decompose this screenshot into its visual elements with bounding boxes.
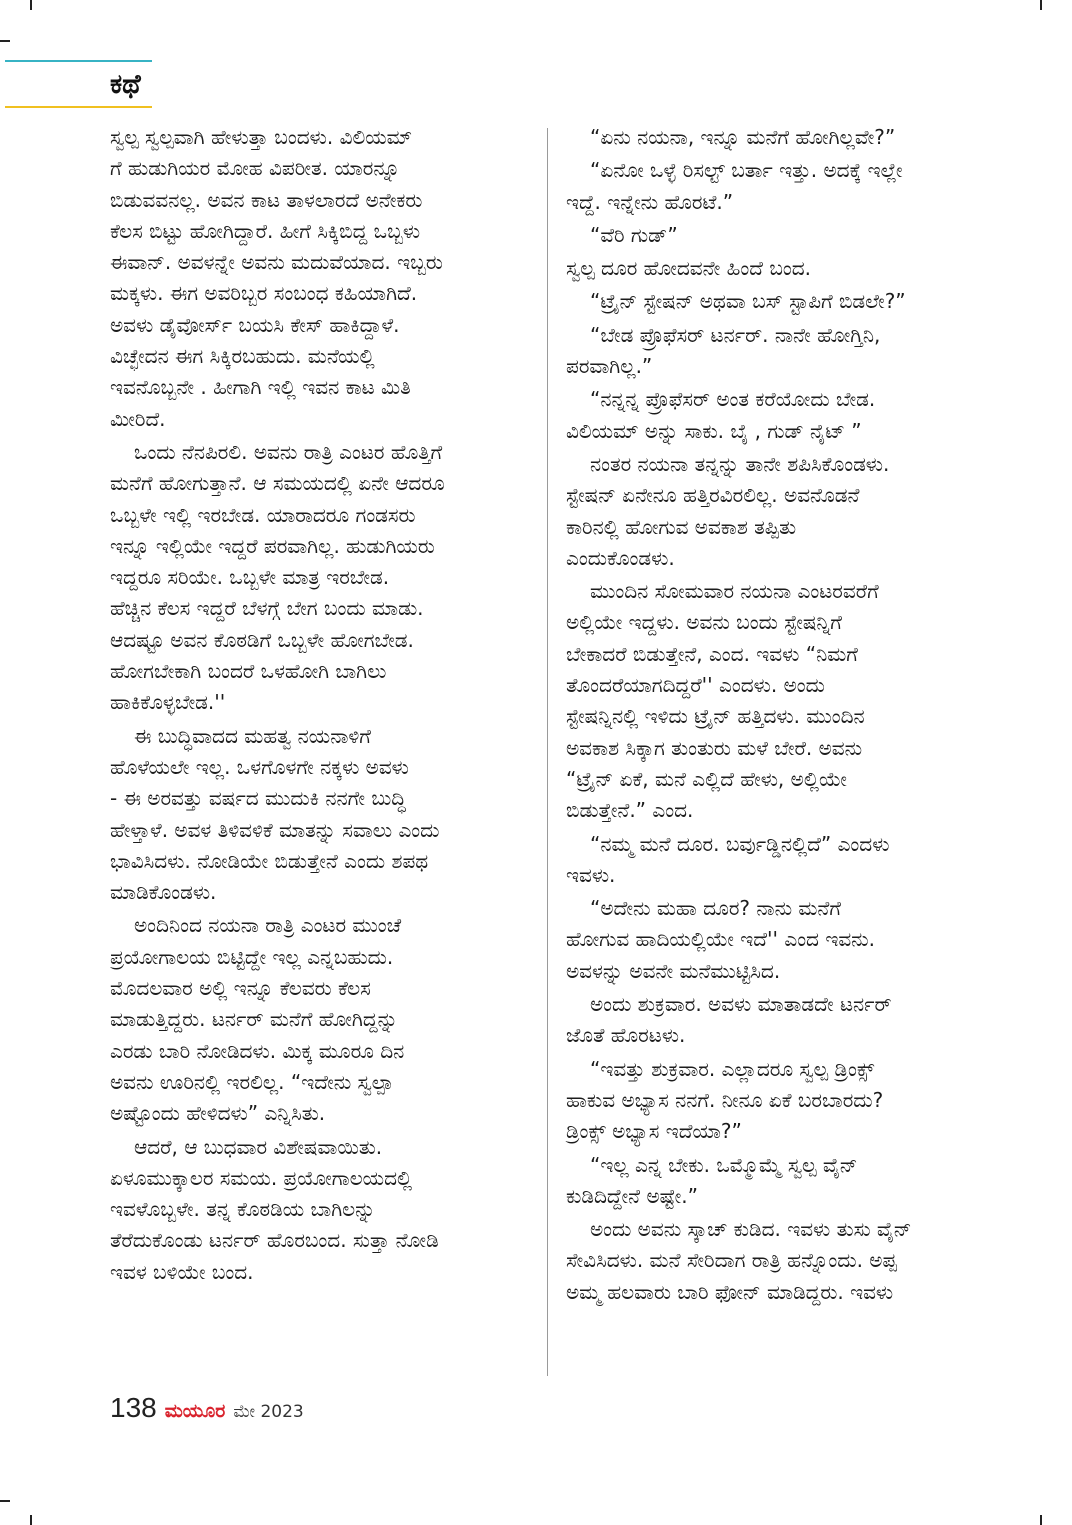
paragraph: “ನಮ್ಮ ಮನೆ ದೂರ. ಬರ್ವುಡ್ಡಿನಲ್ಲಿದೆ” ಎಂದಳು ಇವಳು. [566, 831, 890, 887]
crop-mark [0, 1500, 10, 1502]
issue-date: ಮೇ 2023 [233, 1402, 304, 1422]
paragraph: “ಅದೇನು ಮಹಾ ದೂರ? ನಾನು ಮನೆಗೆ ಹೋಗುವ ಹಾದಿಯಲ್ಲಿಯೇ ಇದೆ'' ಎಂದ ಇವನು. ಅವಳನ್ನು ಅವನೇ ಮನೆಮುಟ್ಟಿಸಿದ. [566, 896, 876, 983]
paragraph: ಈ ಬುದ್ಧಿವಾದದ ಮಹತ್ವ ನಯನಾಳಿಗೆ ಹೊಳೆಯಲೇ ಇಲ್ಲ. ಒಳಗೊಳಗೇ ನಕ್ಕಳು ಅವಳು - ಈ ಅರವತ್ತು ವರ್ಷದ ಮುದುಕಿ ನನಗೇ ಬುದ್ಧಿ ಹೇಳ್ತಾಳೆ. ಅವಳ ತಿಳಿವಳಿಕೆ ಮಾತನ್ನು ಸವಾಲು ಎಂದು ಭಾವಿಸಿದಳು. ನೋಡಿಯೇ ಬಿಡುತ್ತೇನೆ ಎಂದು ಶಪಥ ಮಾಡಿಕೊಂಡಳು. [110, 723, 440, 905]
section-rule-top [5, 60, 152, 62]
section-rule-bottom [5, 106, 152, 108]
crop-mark [30, 1515, 32, 1525]
paragraph: ನಂತರ ನಯನಾ ತನ್ನನ್ನು ತಾನೇ ಶಪಿಸಿಕೊಂಡಳು. ಸ್ಟೇಷನ್ ಏನೇನೂ ಹತ್ತಿರವಿರಲಿಲ್ಲ. ಅವನೊಡನೆ ಕಾರಿನಲ್ಲಿ ಹೋಗುವ ಅವಕಾಶ ತಪ್ಪಿತು ಎಂದುಕೊಂಡಳು. [566, 451, 890, 570]
column-divider [547, 128, 548, 1376]
paragraph: “ಏನೋ ಒಳ್ಳೆ ರಿಸಲ್ಟ್ ಬರ್ತಾ ಇತ್ತು. ಅದಕ್ಕೆ ಇಲ್ಲೇ ಇದ್ದೆ. ಇನ್ನೇನು ಹೊರಟೆ.” [566, 158, 903, 214]
paragraph: ಆದರೆ, ಆ ಬುಧವಾರ ವಿಶೇಷವಾಯಿತು. ಏಳೂಮುಕ್ಕಾಲರ ಸಮಯ. ಪ್ರಯೋಗಾಲಯದಲ್ಲಿ ಇವಳೊಬ್ಬಳೇ. ತನ್ನ ಕೊಠಡಿಯ ಬಾಗಿಲನ್ನು ತೆರೆದುಕೊಂಡು ಟರ್ನರ್ ಹೊರಬಂದ. ಸುತ್ತಾ ನೋಡಿ ಇವಳ ಬಳಿಯೇ ಬಂದ. [110, 1134, 439, 1284]
paragraph: ಮುಂದಿನ ಸೋಮವಾರ ನಯನಾ ಎಂಟರವರೆಗೆ ಅಲ್ಲಿಯೇ ಇದ್ದಳು. ಅವನು ಬಂದು ಸ್ಟೇಷನ್ನಿಗೆ ಬೇಕಾದರೆ ಬಿಡುತ್ತೇನೆ, ಎಂದ. ಇವಳು “ನಿಮಗೆ ತೊಂದರೆಯಾಗದಿದ್ದರೆ'' ಎಂದಳು. ಅಂದು ಸ್ಟೇಷನ್ನಿನಲ್ಲಿ ಇಳಿದು ಟ್ರೈನ್ ಹತ್ತಿದಳು. ಮುಂದಿನ ಅವಕಾಶ ಸಿಕ್ಕಾಗ ತುಂತುರು ಮಳೆ ಬೇರೆ. ಅವನು “ಟ್ರೈನ್ ಏಕೆ, ಮನೆ ಎಲ್ಲಿದೆ ಹೇಳು, ಅಲ್ಲಿಯೇ ಬಿಡುತ್ತೇನೆ.” ಎಂದ. [566, 579, 879, 823]
paragraph: ಸ್ವಲ್ಪ ಸ್ವಲ್ಪವಾಗಿ ಹೇಳುತ್ತಾ ಬಂದಳು. ವಿಲಿಯಮ್ ಗೆ ಹುಡುಗಿಯರ ಮೋಹ ವಿಪರೀತ. ಯಾರನ್ನೂ ಬಿಡುವವನಲ್ಲ. ಅವನ ಕಾಟ ತಾಳಲಾರದೆ ಅನೇಕರು ಕೆಲಸ ಬಿಟ್ಟು ಹೋಗಿದ್ದಾರೆ. ಹೀಗೆ ಸಿಕ್ಕಿಬಿದ್ದ ಒಬ್ಬಳು ಈವಾನ್. ಅವಳನ್ನೇ ಅವನು ಮದುವೆಯಾದ. ಇಬ್ಬರು ಮಕ್ಕಳು. ಈಗ ಅವರಿಬ್ಬರ ಸಂಬಂಧ ಕಹಿಯಾಗಿದೆ. ಅವಳು ಡೈವೋರ್ಸ್ ಬಯಸಿ ಕೇಸ್ ಹಾಕಿದ್ದಾಳೆ. ವಿಚ್ಛೇದನ ಈಗ ಸಿಕ್ಕಿರಬಹುದು. ಮನೆಯಲ್ಲಿ ಇವನೊಬ್ಬನೇ . ಹೀಗಾಗಿ ಇಲ್ಲಿ ಇವನ ಕಾಟ ಮಿತಿ ಮೀರಿದೆ. [110, 125, 443, 431]
page-footer [110, 1392, 304, 1432]
crop-mark [0, 40, 10, 42]
paragraph: ಸ್ವಲ್ಪ ದೂರ ಹೋದವನೇ ಹಿಂದೆ ಬಂದ. [566, 256, 812, 281]
paragraph: “ವೆರಿ ಗುಡ್” [590, 222, 678, 247]
paragraph: ಅಂದು ಶುಕ್ರವಾರ. ಅವಳು ಮಾತಾಡದೇ ಟರ್ನರ್ ಜೊತೆ ಹೊರಟಳು. [566, 992, 892, 1048]
paragraph: “ಇವತ್ತು ಶುಕ್ರವಾರ. ಎಲ್ಲಾದರೂ ಸ್ವಲ್ಪ ಡ್ರಿಂಕ್ಸ್ ಹಾಕುವ ಅಭ್ಯಾಸ ನನಗೆ. ನೀನೂ ಏಕೆ ಬರಬಾರದು? ಡ್ರಿಂಕ್ಸ್ ಅಭ್ಯಾಸ ಇದೆಯಾ?” [566, 1056, 884, 1144]
section-title: ಕಥೆ [110, 69, 141, 100]
paragraph: ಅಂದಿನಿಂದ ನಯನಾ ರಾತ್ರಿ ಎಂಟರ ಮುಂಚೆ ಪ್ರಯೋಗಾಲಯ ಬಿಟ್ಟಿದ್ದೇ ಇಲ್ಲ ಎನ್ನಬಹುದು. ಮೊದಲವಾರ ಅಲ್ಲಿ ಇನ್ನೂ ಕೆಲವರು ಕೆಲಸ ಮಾಡುತ್ತಿದ್ದರು. ಟರ್ನರ್ ಮನೆಗೆ ಹೋಗಿದ್ದನ್ನು ಎರಡು ಬಾರಿ ನೋಡಿದಳು. ಮಿಕ್ಕ ಮೂರೂ ದಿನ ಅವನು ಊರಿನಲ್ಲಿ ಇರಲಿಲ್ಲ. “ಇದೇನು ಸ್ವಲ್ಪಾ ಅಷ್ಟೊಂದು ಹೇಳಿದಳು” ಎನ್ನಿಸಿತು. [110, 913, 405, 1126]
paragraph: “ಟ್ರೈನ್ ಸ್ಟೇಷನ್ ಅಥವಾ ಬಸ್ ಸ್ಟಾಪಿಗೆ ಬಿಡಲೇ?” [590, 289, 906, 314]
page-number: 138 [110, 1392, 157, 1423]
paragraph: “ಇಲ್ಲ ಎನ್ನ ಬೇಕು. ಒಮ್ಮೊಮ್ಮೆ ಸ್ವಲ್ಪ ವೈನ್ ಕುಡಿದಿದ್ದೇನೆ ಅಷ್ಟೇ.” [566, 1152, 858, 1208]
paragraph: ಅಂದು ಅವನು ಸ್ಕಾಚ್ ಕುಡಿದ. ಇವಳು ತುಸು ವೈನ್ ಸೇವಿಸಿದಳು. ಮನೆ ಸೇರಿದಾಗ ರಾತ್ರಿ ಹನ್ನೊಂದು. ಅಪ್ಪ ಅಮ್ಮ ಹಲವಾರು ಬಾರಿ ಫೋನ್ ಮಾಡಿದ್ದರು. ಇವಳು [566, 1217, 912, 1304]
left-column [110, 122, 528, 1290]
paragraph: ಒಂದು ನೆನಪಿರಲಿ. ಅವನು ರಾತ್ರಿ ಎಂಟರ ಹೊತ್ತಿಗೆ ಮನೆಗೆ ಹೋಗುತ್ತಾನೆ. ಆ ಸಮಯದಲ್ಲಿ ಏನೇ ಆದರೂ ಒಬ್ಬಳೇ ಇಲ್ಲಿ ಇರಬೇಡ. ಯಾರಾದರೂ ಗಂಡಸರು ಇನ್ನೂ ಇಲ್ಲಿಯೇ ಇದ್ದರೆ ಪರವಾಗಿಲ್ಲ. ಹುಡುಗಿಯರು ಇದ್ದರೂ ಸರಿಯೇ. ಒಬ್ಬಳೇ ಮಾತ್ರ ಇರಬೇಡ. ಹೆಚ್ಚಿನ ಕೆಲಸ ಇದ್ದರೆ ಬೆಳಗ್ಗೆ ಬೇಗ ಬಂದು ಮಾಡು. ಆದಷ್ಟೂ ಅವನ ಕೊಠಡಿಗೆ ಒಬ್ಬಳೇ ಹೋಗಬೇಡ. ಹೋಗಬೇಕಾಗಿ ಬಂದರೆ ಒಳಹೋಗಿ ಬಾಗಿಲು ಹಾಕಿಕೊಳ್ಳಬೇಡ.'' [110, 439, 445, 715]
magazine-logo: ಮಯೂರ [164, 1400, 226, 1422]
crop-mark [1040, 0, 1042, 10]
crop-mark [30, 0, 32, 10]
paragraph: “ಏನು ನಯನಾ, ಇನ್ನೂ ಮನೆಗೆ ಹೋಗಿಲ್ಲವೇ?” [590, 125, 896, 149]
paragraph: “ಬೇಡ ಪ್ರೊಫೆಸರ್ ಟರ್ನರ್. ನಾನೇ ಹೋಗ್ತಿನಿ, ಪರವಾಗಿಲ್ಲ.” [566, 322, 881, 379]
right-column [566, 122, 984, 1310]
paragraph: “ನನ್ನನ್ನ ಪ್ರೊಫೆಸರ್ ಅಂತ ಕರೆಯೋದು ಬೇಡ. ವಿಲಿಯಮ್ ಅನ್ನು ಸಾಕು. ಬೈ , ಗುಡ್ ನೈಟ್ ” [566, 387, 876, 443]
crop-mark [1040, 1515, 1042, 1525]
